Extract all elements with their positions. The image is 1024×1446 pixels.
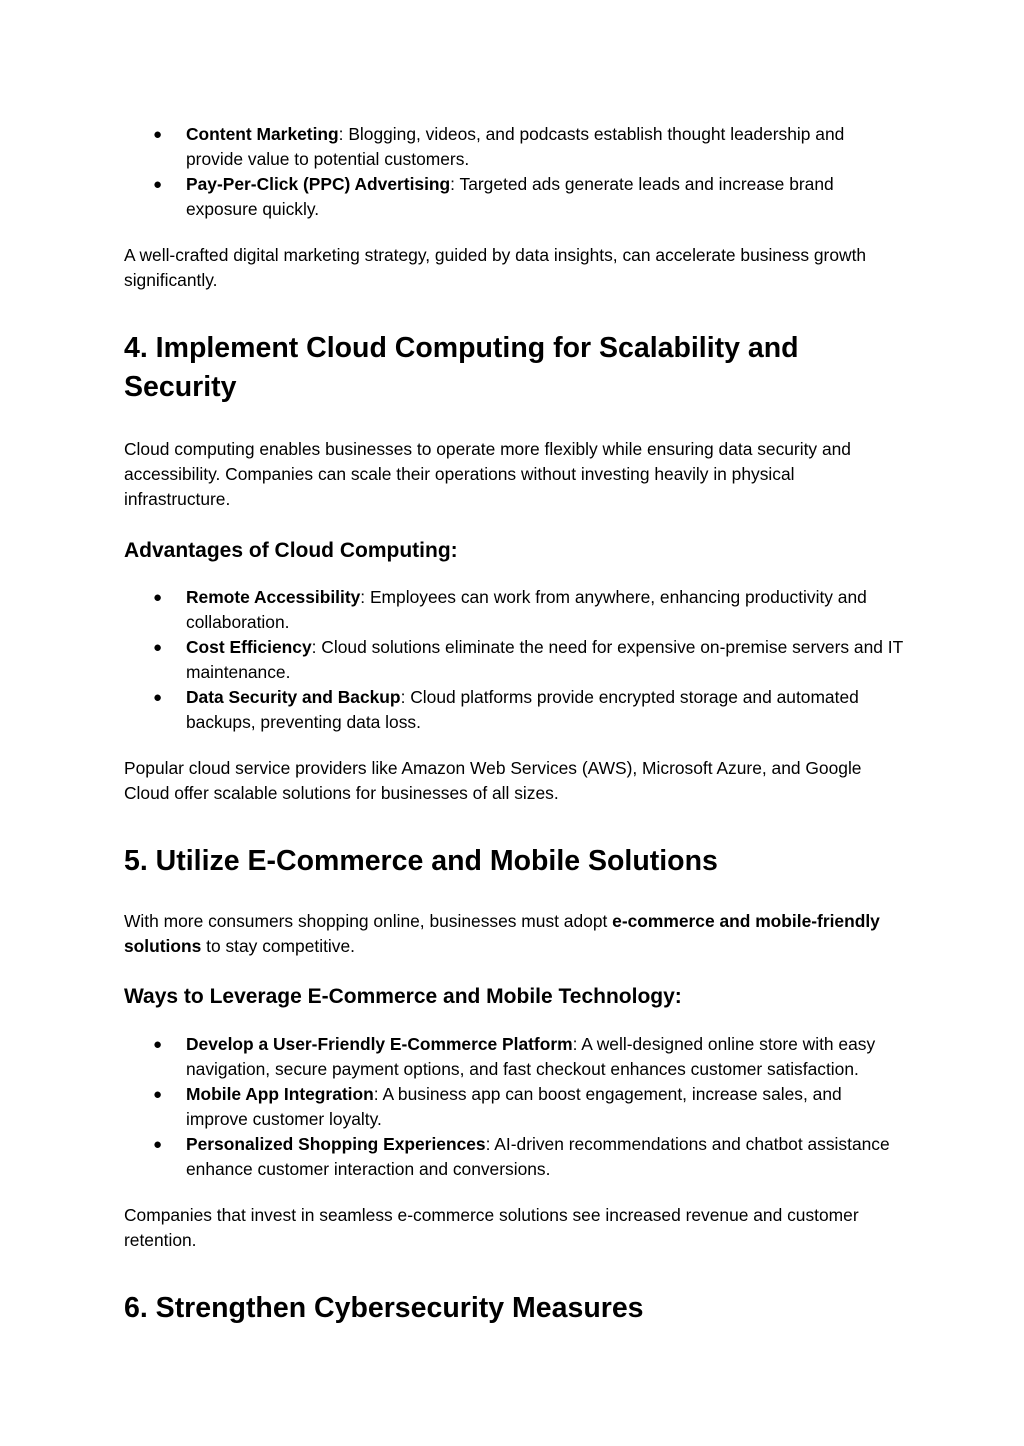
bullet-icon: ● (153, 176, 163, 193)
list-item (124, 1032, 904, 1082)
bullet-icon: ● (153, 639, 163, 656)
list-item-term: Data Security and Backup (186, 687, 401, 707)
section-4-closing: Popular cloud service providers like Amazon Web Services (AWS), Microsoft Azure, and Google Cloud offer scalable solutions for businesses of all sizes. (124, 758, 862, 803)
section-5-intro-before: With more consumers shopping online, businesses must adopt (124, 911, 613, 931)
section-5-heading: 5. Utilize E-Commerce and Mobile Solutions (124, 845, 718, 877)
list-item-term: Personalized Shopping Experiences (186, 1134, 486, 1154)
bullet-icon: ● (153, 126, 163, 143)
bullet-icon: ● (153, 589, 163, 606)
section-5-intro-bold: e-commerce and mobile-friendly solutions (124, 911, 880, 956)
section-5-intro (124, 909, 904, 959)
bullet-icon: ● (153, 1086, 163, 1103)
marketing-list (124, 122, 904, 222)
list-item-text: : Cloud solutions eliminate the need for expensive on-premise servers and IT maintenance. (186, 637, 903, 682)
list-item-term: Cost Efficiency (186, 637, 312, 657)
list-item-text: : Cloud platforms provide encrypted storage and automated backups, preventing data loss. (186, 687, 859, 732)
cloud-advantages-list (124, 585, 904, 735)
list-item-text: : A well-designed online store with easy navigation, secure payment options, and fast checkout enhances customer satisfaction. (186, 1034, 876, 1079)
list-item-text: : Blogging, videos, and podcasts establish thought leadership and provide value to potential customers. (186, 124, 845, 169)
list-item (124, 585, 904, 635)
paragraph-marketing-summary: A well-crafted digital marketing strategy, guided by data insights, can accelerate business growth significantly. (124, 245, 867, 290)
section-4-heading: 4. Implement Cloud Computing for Scalability and Security (124, 332, 799, 403)
list-item-text: : Employees can work from anywhere, enhancing productivity and collaboration. (186, 587, 867, 632)
list-item-text: : A business app can boost engagement, increase sales, and improve customer loyalty. (186, 1084, 842, 1129)
section-5-subheading: Ways to Leverage E-Commerce and Mobile Technology: (124, 985, 682, 1008)
document-page (124, 122, 904, 1328)
list-item (124, 122, 904, 172)
list-item (124, 635, 904, 685)
list-item-text: : Targeted ads generate leads and increase brand exposure quickly. (186, 174, 834, 219)
list-item (124, 1082, 904, 1132)
bullet-icon: ● (153, 1136, 163, 1153)
list-item (124, 685, 904, 735)
section-5-intro-after: to stay competitive. (201, 936, 355, 956)
list-item (124, 172, 904, 222)
list-item-term: Pay-Per-Click (PPC) Advertising (186, 174, 451, 194)
list-item-term: Develop a User-Friendly E-Commerce Platform (186, 1034, 573, 1054)
ecommerce-list (124, 1032, 904, 1182)
section-6-heading: 6. Strengthen Cybersecurity Measures (124, 1292, 644, 1324)
list-item (124, 1132, 904, 1182)
bullet-icon: ● (153, 1036, 163, 1053)
list-item-term: Mobile App Integration (186, 1084, 374, 1104)
section-4-subheading: Advantages of Cloud Computing: (124, 539, 458, 562)
section-5-closing: Companies that invest in seamless e-commerce solutions see increased revenue and customer retention. (124, 1205, 859, 1250)
list-item-text: : AI-driven recommendations and chatbot assistance enhance customer interaction and conversions. (186, 1134, 890, 1179)
bullet-icon: ● (153, 689, 163, 706)
list-item-term: Remote Accessibility (186, 587, 361, 607)
section-4-intro: Cloud computing enables businesses to operate more flexibly while ensuring data security and accessibility. Companies can scale their operations without investing heavily in physical infrastructure. (124, 439, 851, 509)
list-item-term: Content Marketing (186, 124, 339, 144)
